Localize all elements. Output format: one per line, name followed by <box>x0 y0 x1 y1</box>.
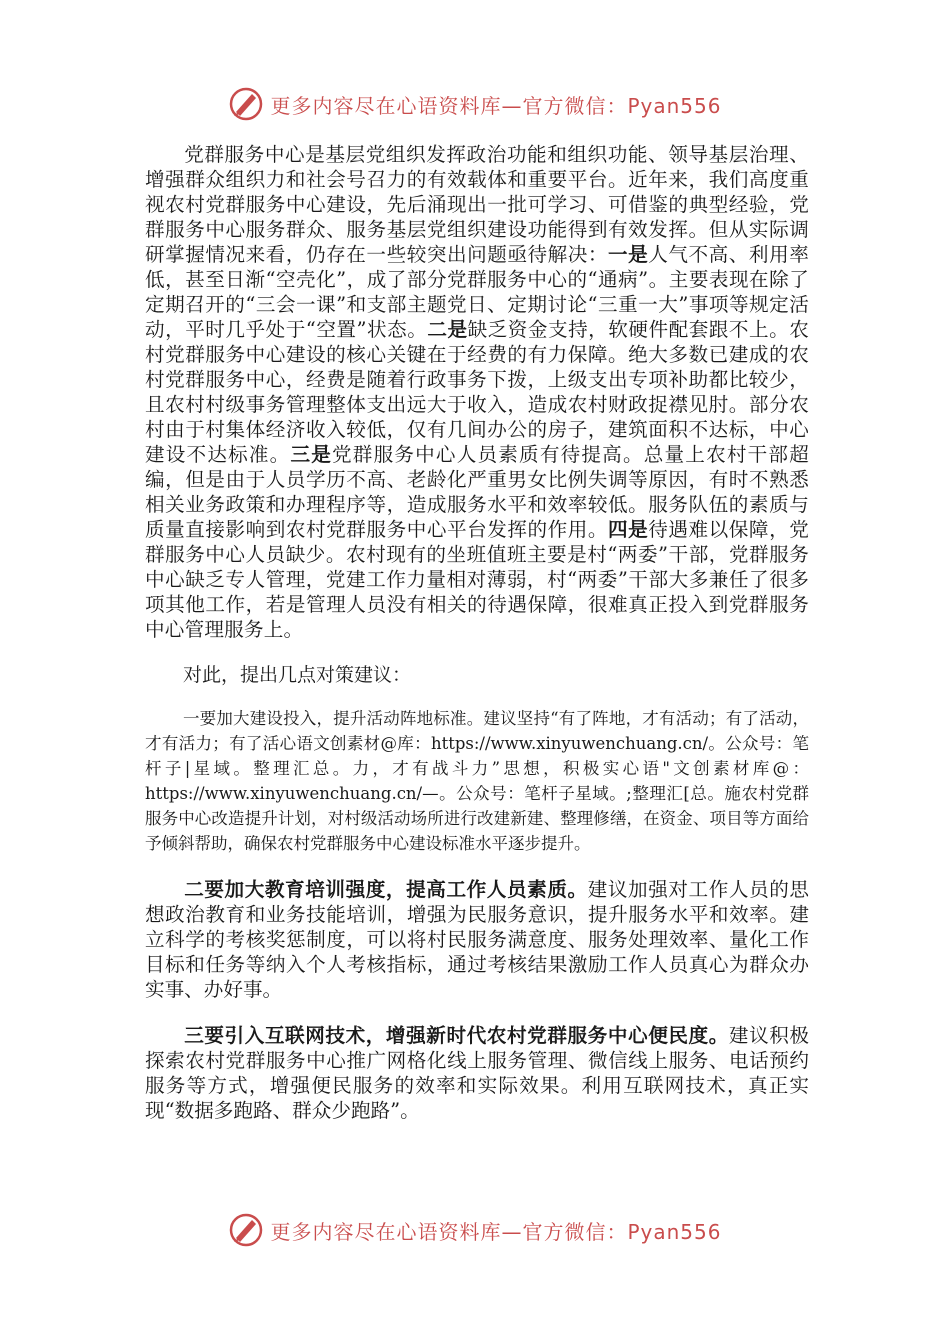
watermark-text: 更多内容尽在心语资料库—官方微信：Pyan556 <box>270 93 722 118</box>
pen-logo-icon <box>228 1212 264 1248</box>
paragraph-suggestion-one: 一要加大建设投入，提升活动阵地标准。建议坚持“有了阵地，才有活动；有了活动，才有活力；有了活心语文创素材@库：https://www.xinyuwenchuang.cn/。公众号：笔杆子|星域。整理汇总。力，才有战斗力”思想，积极实心语"文创素材库@：https://www.xinyuwenchuang.cn/—。公众号：笔杆子星域。;整理汇[总。施农村党群服务中心改造提升计划，对村级活动场所进行改建新建、整理修缮，在资金、项目等方面给予倾斜帮助，确保农村党群服务中心建设标准水平逐步提升。 <box>145 709 809 853</box>
footer-watermark <box>0 1208 950 1252</box>
paragraph-problems: 党群服务中心是基层党组织发挥政治功能和组织功能、领导基层治理、增强群众组织力和社会号召力的有效载体和重要平台。近年来，我们高度重视农村党群服务中心建设，先后涌现出一批可学习、可借鉴的典型经验，党群服务中心服务群众、服务基层党组织建设功能得到有效发挥。但从实际调研掌握情况来看，仍存在一些较突出问题亟待解决：一是人气不高、利用率低，甚至日渐“空壳化”，成了部分党群服务中心的“通病”。主要表现在除了定期召开的“三会一课”和支部主题党日、定期讨论“三重一大”事项等规定活动，平时几乎处于“空置”状态。二是缺乏资金支持，软硬件配套跟不上。农村党群服务中心建设的核心关键在于经费的有力保障。绝大多数已建成的农村党群服务中心，经费是随着行政事务下拨，上级支出专项补助都比较少，且农村村级事务管理整体支出远大于收入，造成农村财政捉襟见肘。部分农村由于村集体经济收入较低，仅有几间办公的房子，建筑面积不达标，中心建设不达标准。三是党群服务中心人员素质有待提高。总量上农村干部超编，但是由于人员学历不高、老龄化严重男女比例失调等原因，有时不熟悉相关业务政策和办理程序等，造成服务水平和效率较低。服务队伍的素质与质量直接影响到农村党群服务中心平台发挥的作用。四是待遇难以保障，党群服务中心人员缺少。农村现有的坐班值班主要是村“两委”干部，党群服务中心缺乏专人管理，党建工作力量相对薄弱，村“两委”干部大多兼任了很多项其他工作，若是管理人员没有相关的待遇保障，很难真正投入到党群服务中心管理服务上。 <box>145 143 809 641</box>
keyword-second: 二是 <box>427 318 468 341</box>
keyword-first: 一是 <box>608 243 649 266</box>
paragraph-intro: 对此，提出几点对策建议： <box>183 664 412 686</box>
document-body <box>145 142 809 1123</box>
keyword-third: 三是 <box>290 443 333 466</box>
suggestion-two-heading: 二要加大教育培训强度，提高工作人员素质。 <box>184 878 588 901</box>
keyword-fourth: 四是 <box>608 518 649 541</box>
pen-logo-icon <box>228 86 264 122</box>
paragraph-suggestion-three: 三要引入互联网技术，增强新时代农村党群服务中心便民度。建议积极探索农村党群服务中心推广网格化线上服务管理、微信线上服务、电话预约服务等方式，增强便民服务的效率和实际效果。利用互联网技术，真正实现“数据多跑路、群众少跑路”。 <box>145 1024 810 1122</box>
paragraph-suggestion-two: 二要加大教育培训强度，提高工作人员素质。建议加强对工作人员的思想政治教育和业务技能培训，增强为民服务意识，提升服务水平和效率。建立科学的考核奖惩制度，可以将村民服务满意度、服务处理效率、量化工作目标和任务等纳入个人考核指标，通过考核结果激励工作人员真心为群众办实事、办好事。 <box>145 878 810 1001</box>
suggestion-three-heading: 三要引入互联网技术，增强新时代农村党群服务中心便民度。 <box>184 1024 729 1047</box>
watermark-text: 更多内容尽在心语资料库—官方微信：Pyan556 <box>270 1219 722 1244</box>
header-watermark <box>0 82 950 126</box>
